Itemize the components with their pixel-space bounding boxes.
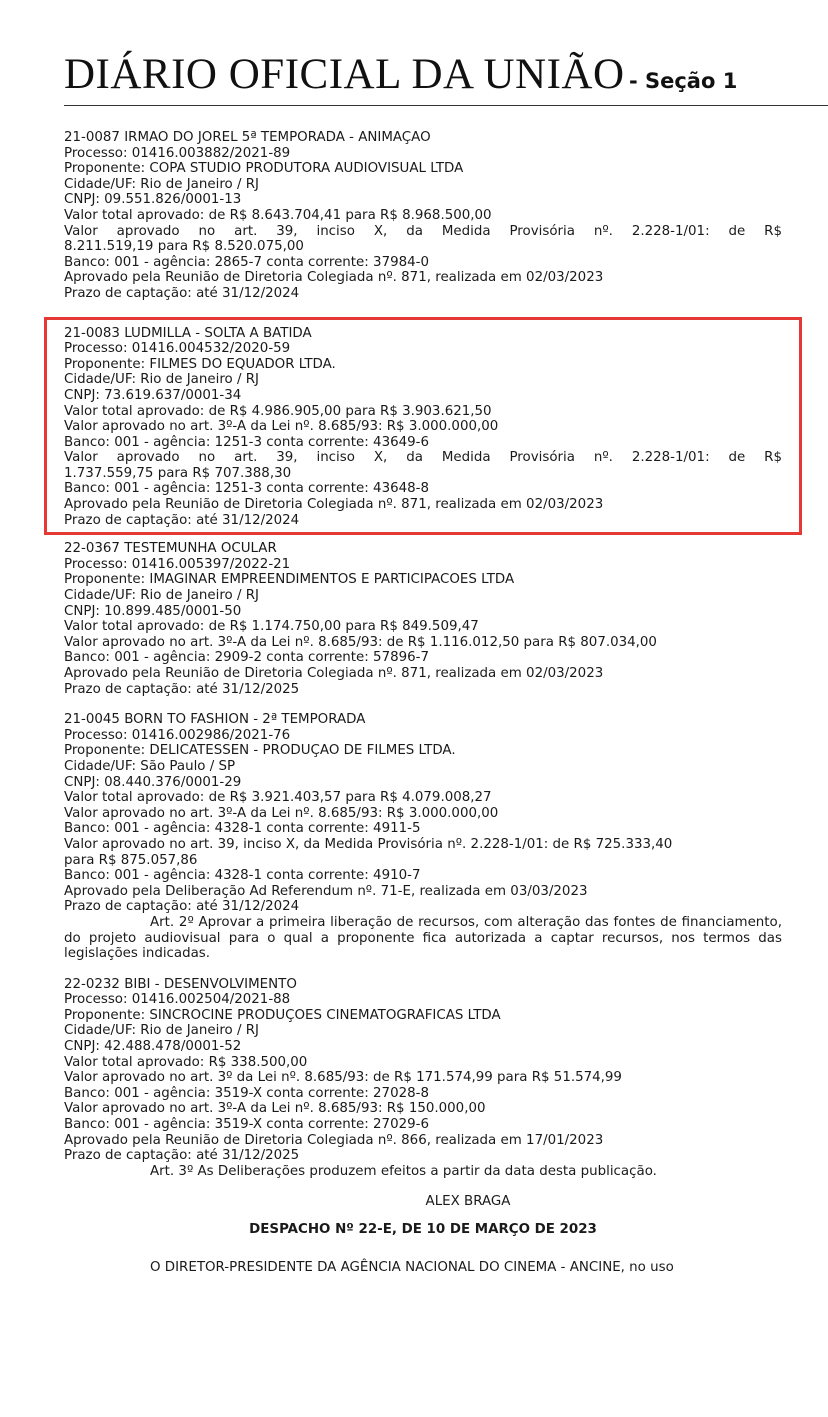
project-detail-line: CNPJ: 73.619.637/0001-34 (64, 387, 242, 403)
project-detail-line: Valor aprovado no art. 39, inciso X, da Medida Provisória nº. 2.228-1/01: de R$ (64, 450, 782, 466)
project-detail-line: Cidade/UF: Rio de Janeiro / RJ (64, 588, 260, 604)
project-entry (64, 977, 782, 1180)
project-detail-line: Processo: 01416.005397/2022-21 (64, 556, 291, 572)
project-detail-line: Banco: 001 - agência: 1251-3 conta corrente: 43649-6 (64, 434, 429, 450)
project-detail-line: CNPJ: 08.440.376/0001-29 (64, 774, 242, 790)
project-detail-line: Proponente: FILMES DO EQUADOR LTDA. (64, 356, 336, 372)
project-detail-line: Valor aprovado no art. 3º-A da Lei nº. 8.685/93: R$ 3.000.000,00 (64, 419, 499, 435)
article-paragraph: Art. 3º As Deliberações produzem efeitos a partir da data desta publicação. (150, 1163, 657, 1179)
project-detail-line: CNPJ: 10.899.485/0001-50 (64, 603, 242, 619)
project-detail-line: Cidade/UF: Rio de Janeiro / RJ (64, 1023, 260, 1039)
project-detail-line: Aprovado pela Reunião de Diretoria Colegiada nº. 866, realizada em 17/01/2023 (64, 1132, 604, 1148)
project-entry (64, 541, 782, 697)
project-detail-line: Valor aprovado no art. 3º-A da Lei nº. 8.685/93: R$ 150.000,00 (64, 1101, 486, 1117)
project-detail-line: Banco: 001 - agência: 4328-1 conta corrente: 4910-7 (64, 868, 421, 884)
project-detail-line: Valor total aprovado: de R$ 1.174.750,00 para R$ 849.509,47 (64, 619, 479, 635)
project-detail-line: Valor aprovado no art. 3º-A da Lei nº. 8.685/93: R$ 3.000.000,00 (64, 805, 499, 821)
highlighted-project-entry (44, 317, 802, 536)
project-detail-line: Banco: 001 - agência: 2909-2 conta corrente: 57896-7 (64, 650, 429, 666)
project-entry (64, 712, 782, 962)
project-detail-line: Valor total aprovado: de R$ 3.921.403,57 para R$ 4.079.008,27 (64, 790, 492, 806)
project-detail-line: Prazo de captação: até 31/12/2025 (64, 681, 300, 697)
project-detail-line: Cidade/UF: São Paulo / SP (64, 758, 236, 774)
project-detail-line: Valor aprovado no art. 39, inciso X, da Medida Provisória nº. 2.228-1/01: de R$ (64, 223, 782, 239)
project-title: 21-0045 BORN TO FASHION - 2ª TEMPORADA (64, 712, 366, 728)
project-detail-line: CNPJ: 42.488.478/0001-52 (64, 1039, 242, 1055)
project-detail-line: 8.211.519,19 para R$ 8.520.075,00 (64, 239, 304, 255)
despacho-opening-text: O DIRETOR-PRESIDENTE DA AGÊNCIA NACIONAL DO CINEMA - ANCINE, no uso (150, 1259, 674, 1275)
project-title: 22-0232 BIBI - DESENVOLVIMENTO (64, 976, 297, 992)
project-detail-line: Aprovado pela Reunião de Diretoria Colegiada nº. 871, realizada em 02/03/2023 (64, 497, 604, 513)
signature: ALEX BRAGA (425, 1194, 511, 1210)
project-title: 21-0087 IRMÃO DO JOREL 5ª TEMPORADA - ANIMAÇÃO (64, 130, 431, 145)
newspaper-title: DIÁRIO OFICIAL DA UNIÃO (64, 51, 625, 98)
project-detail-line: Aprovado pela Reunião de Diretoria Colegiada nº. 871, realizada em 02/03/2023 (64, 666, 604, 681)
project-detail-line: Proponente: COPA STUDIO PRODUTORA AUDIOVISUAL LTDA (64, 161, 464, 177)
project-detail-line: Banco: 001 - agência: 2865-7 conta corrente: 37984-0 (64, 254, 429, 270)
despacho-heading: DESPACHO Nº 22-E, DE 10 DE MARÇO DE 2023 (249, 1222, 597, 1237)
header-divider (64, 105, 828, 106)
project-detail-line: Prazo de captação: até 31/12/2024 (64, 512, 300, 528)
project-detail-line: Prazo de captação: até 31/12/2024 (64, 285, 300, 301)
project-detail-line: Valor aprovado no art. 3º da Lei nº. 8.685/93: de R$ 171.574,99 para R$ 51.574,99 (64, 1070, 622, 1086)
project-detail-line: Banco: 001 - agência: 1251-3 conta corrente: 43648-8 (64, 481, 429, 497)
project-detail-line: Proponente: IMAGINAR EMPREENDIMENTOS E PARTICIPACOES LTDA (64, 572, 515, 588)
project-detail-line: Cidade/UF: Rio de Janeiro / RJ (64, 372, 260, 388)
masthead (64, 50, 737, 99)
document-body (64, 130, 782, 1275)
project-detail-line: CNPJ: 09.551.826/0001-13 (64, 192, 242, 208)
project-detail-line: Proponente: SINCROCINE PRODUÇÕES CINEMATOGRÁFICAS LTDA (64, 1007, 501, 1023)
project-detail-line: Valor total aprovado: de R$ 4.986.905,00 para R$ 3.903.621,50 (64, 403, 492, 419)
project-detail-line: Prazo de captação: até 31/12/2024 (64, 899, 300, 915)
project-detail-line: Banco: 001 - agência: 4328-1 conta corrente: 4911-5 (64, 821, 421, 837)
section-label: - Seção 1 (628, 69, 738, 93)
project-detail-line: Processo: 01416.003882/2021-89 (64, 145, 291, 161)
project-detail-line: Aprovado pela Reunião de Diretoria Colegiada nº. 871, realizada em 02/03/2023 (64, 270, 604, 286)
project-entry (64, 130, 782, 302)
project-detail-line: Processo: 01416.002986/2021-76 (64, 727, 291, 743)
project-detail-line: Aprovado pela Deliberação Ad Referendum nº. 71-E, realizada em 03/03/2023 (64, 883, 588, 899)
project-detail-line: Processo: 01416.004532/2020-59 (64, 341, 291, 357)
project-detail-line: Proponente: DELICATESSEN - PRODUÇÃO DE FILMES LTDA. (64, 743, 456, 759)
project-detail-line: Valor aprovado no art. 3º-A da Lei nº. 8.685/93: de R$ 1.116.012,50 para R$ 807.034,00 (64, 634, 657, 650)
project-detail-line: Prazo de captação: até 31/12/2025 (64, 1148, 300, 1164)
project-detail-line: 1.737.559,75 para R$ 707.388,30 (64, 465, 292, 481)
project-detail-line: Valor total aprovado: R$ 338.500,00 (64, 1054, 308, 1070)
project-title: 21-0083 LUDMILLA - SOLTA A BATIDA (64, 325, 312, 341)
project-detail-line: Cidade/UF: Rio de Janeiro / RJ (64, 176, 260, 192)
project-detail-line: Valor total aprovado: de R$ 8.643.704,41 para R$ 8.968.500,00 (64, 207, 492, 223)
project-title: 22-0367 TESTEMUNHA OCULAR (64, 541, 277, 557)
project-detail-line: Valor aprovado no art. 39, inciso X, da Medida Provisória nº. 2.228-1/01: de R$ 725.333,40 (64, 836, 673, 852)
project-detail-line: para R$ 875.057,86 (64, 852, 198, 868)
article-paragraph: Art. 2º Aprovar a primeira liberação de recursos, com alteração das fontes de financiamento, do projeto audiovisual para o qual a proponente fica autorizada a captar recursos, nos termos das legislações indicadas. (64, 914, 782, 962)
project-detail-line: Banco: 001 - agência: 3519-X conta corrente: 27028-8 (64, 1085, 429, 1101)
project-detail-line: Processo: 01416.002504/2021-88 (64, 992, 291, 1008)
project-detail-line: Banco: 001 - agência: 3519-X conta corrente: 27029-6 (64, 1117, 429, 1133)
